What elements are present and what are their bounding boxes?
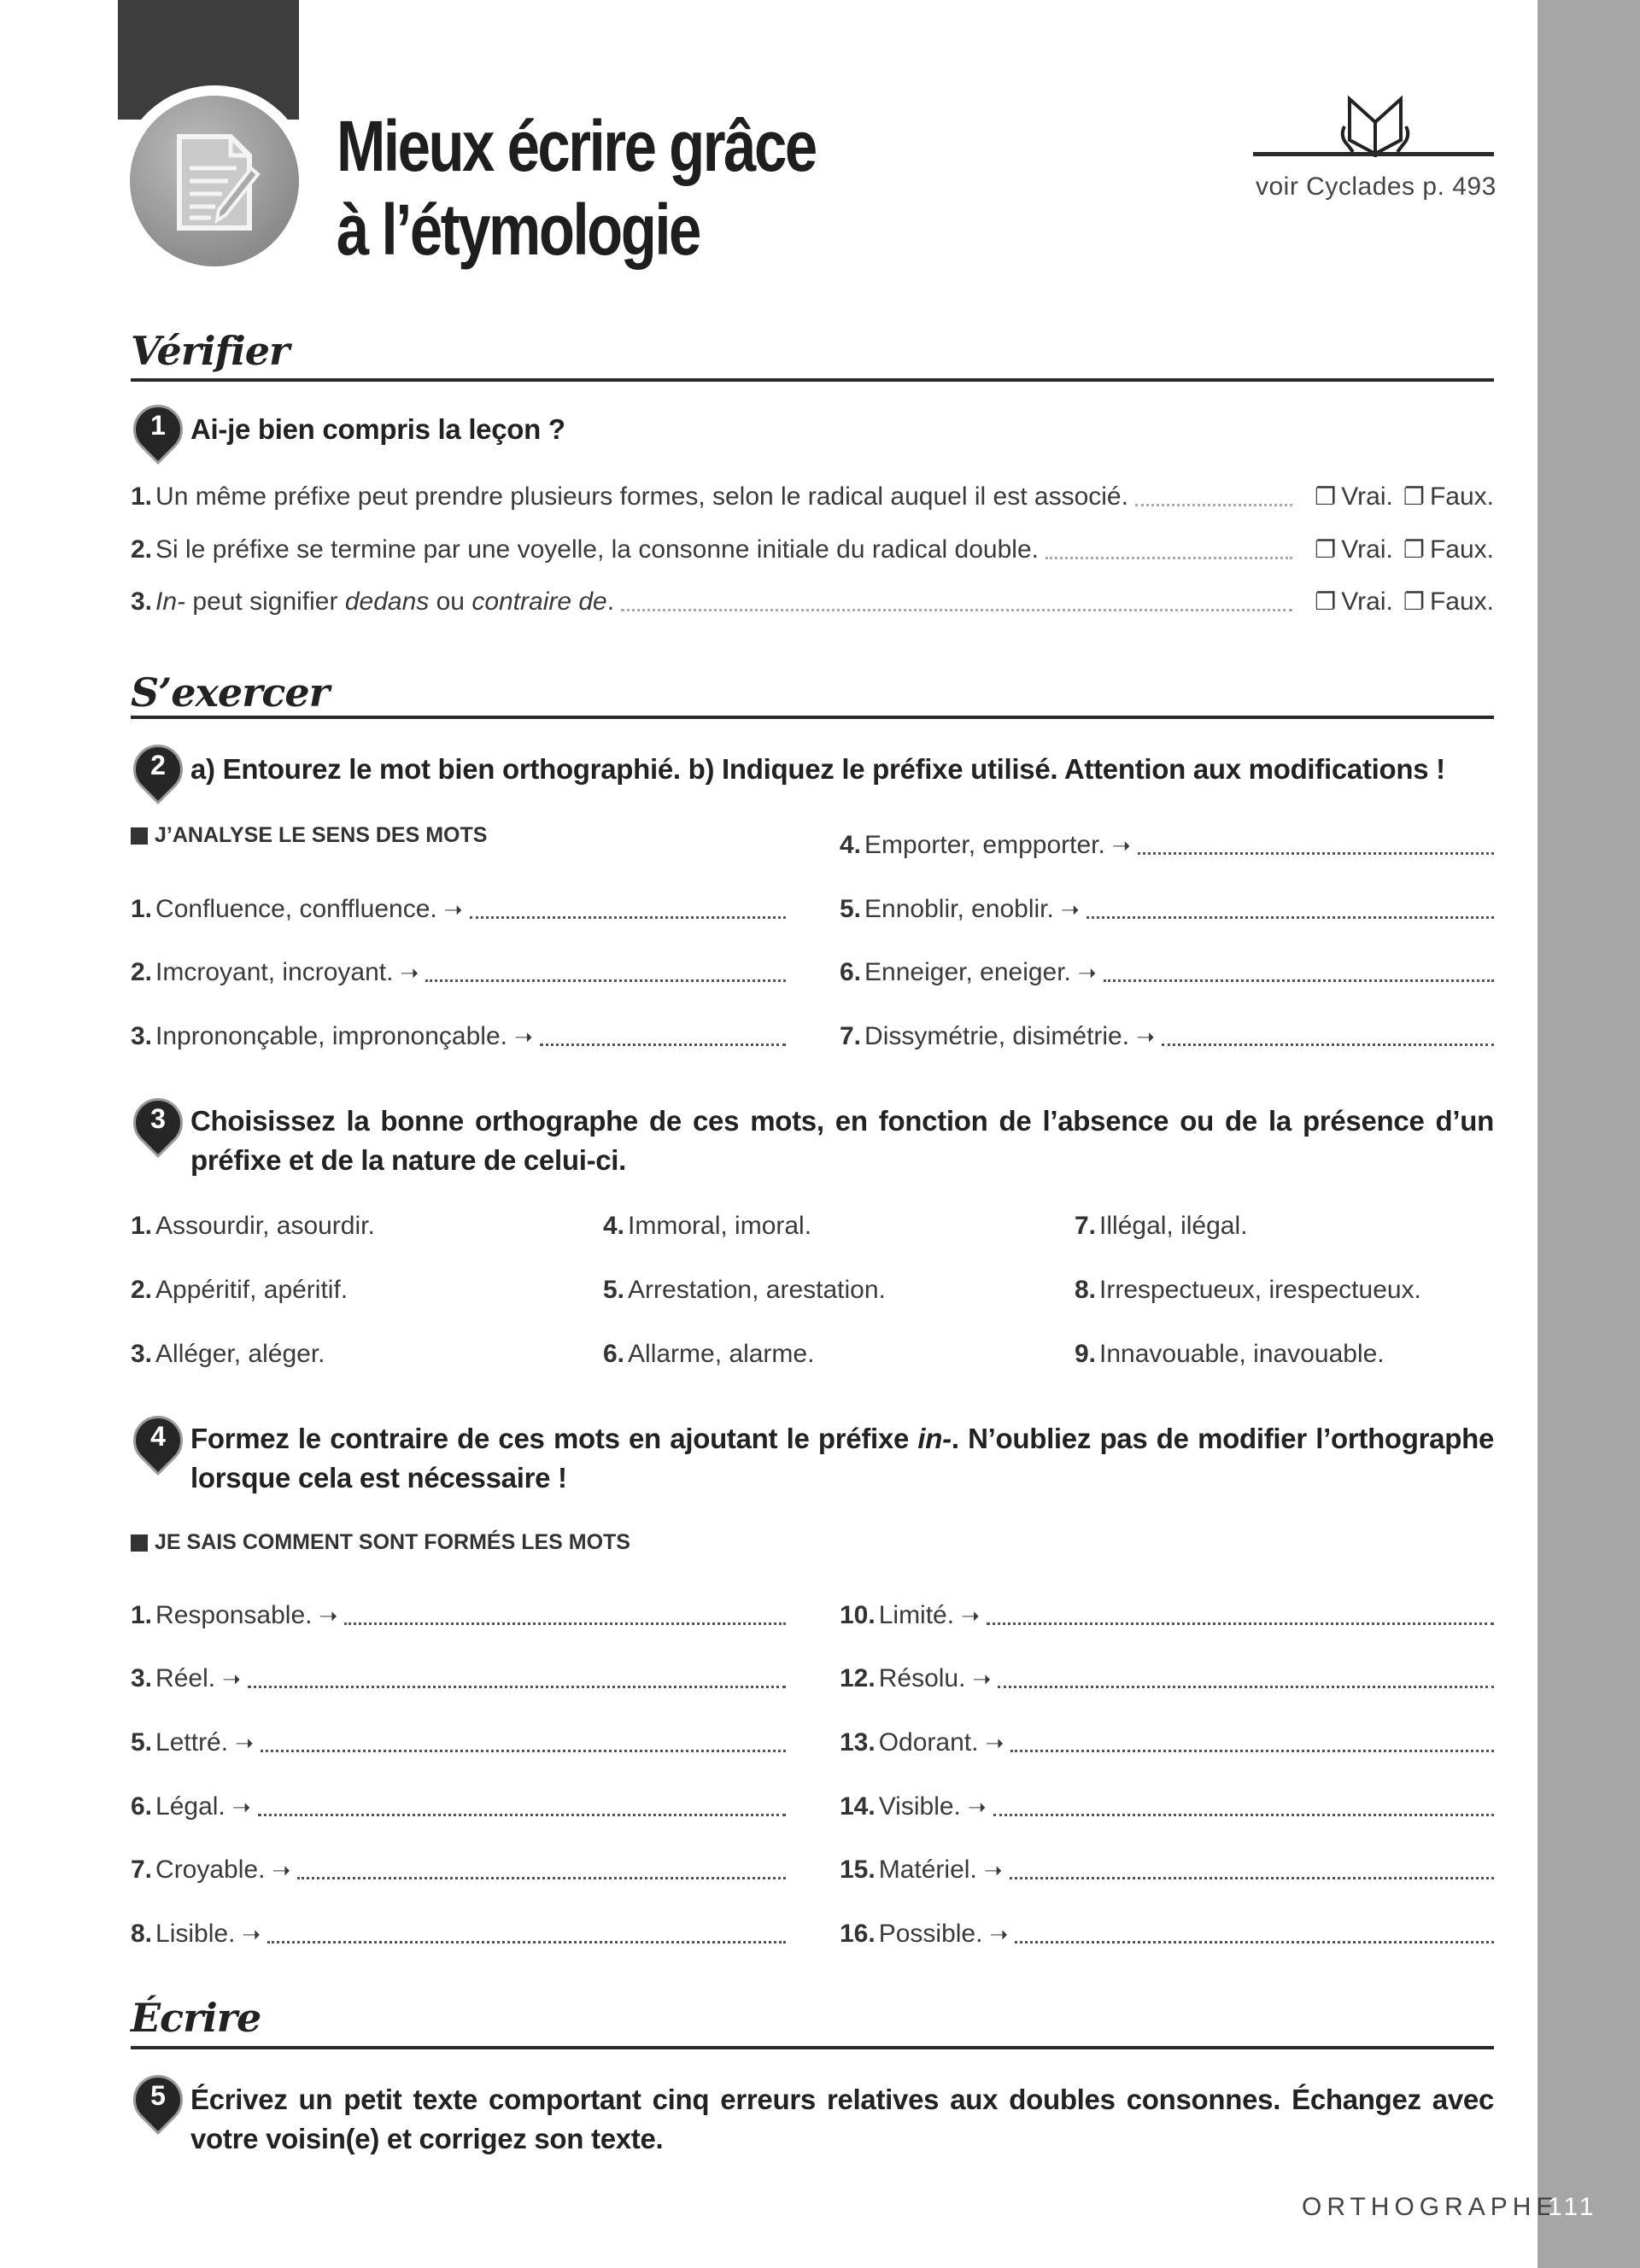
title-part: . N’oubliez pas de modifier l’orthographe lorsque cela est nécessaire ! (190, 1423, 1495, 1493)
item-number: 15. (840, 1856, 876, 1884)
word-choice-item[interactable] (603, 1337, 1064, 1371)
item-text: Emporter, empporter. (864, 831, 1105, 859)
dotted-leader (621, 609, 1292, 611)
item-text: Alléger, aléger. (155, 1340, 325, 1368)
item-text: Légal. (155, 1792, 226, 1821)
word-choice-item[interactable] (603, 1273, 1064, 1307)
answer-item (840, 1599, 1494, 1633)
arrow-right-icon: ➝ (983, 1857, 1003, 1883)
item-text-part: peut signifier (185, 587, 345, 616)
word-choice-item[interactable] (131, 1337, 592, 1371)
item-number: 3. (131, 587, 153, 616)
answer-item (840, 1853, 1494, 1887)
item-text: Allarme, alarme. (628, 1340, 815, 1368)
item-text: Odorant. (878, 1728, 979, 1757)
answer-item (131, 1599, 786, 1633)
square-bullet-icon (131, 1534, 148, 1552)
cyclades-reference: voir Cyclades p. 493 (1256, 172, 1496, 201)
word-choice-item[interactable] (131, 1209, 592, 1243)
arrow-right-icon: ➝ (972, 1666, 992, 1692)
answer-blank[interactable] (267, 1941, 786, 1944)
true-false-item (131, 533, 1494, 567)
arrow-right-icon: ➝ (967, 1794, 987, 1820)
dotted-leader (1135, 504, 1292, 506)
arrow-right-icon: ➝ (319, 1603, 338, 1628)
faux-checkbox[interactable] (1403, 533, 1494, 567)
skill-label-text: JE SAIS COMMENT SONT FORMÉS LES MOTS (155, 1530, 630, 1554)
item-text-part: Si le préfixe se termine par une voyelle, la consonne initiale du radical double. (155, 535, 1039, 564)
exercise-number: 3 (150, 1103, 166, 1134)
exercise-title: a) Entourez le mot bien orthographié. b) Indiquez le préfixe utilisé. Attention aux modifications ! (190, 753, 1445, 785)
title-line-1: Mieux écrire grâce (337, 106, 816, 186)
arrow-right-icon: ➝ (961, 1603, 980, 1628)
item-number: 6. (131, 1792, 153, 1821)
item-number: 5. (131, 1728, 153, 1757)
item-number: 2. (131, 1276, 153, 1304)
arrow-right-icon: ➝ (1111, 833, 1131, 858)
item-text: Croyable. (155, 1856, 266, 1884)
arrow-right-icon: ➝ (400, 960, 419, 985)
answer-item (840, 1917, 1494, 1951)
exercise-title: Choisissez la bonne orthographe de ces mots, en fonction de l’absence ou de la présence d’un préfixe et de la nature de celui-ci. (190, 1105, 1494, 1176)
answer-blank[interactable] (993, 1814, 1494, 1816)
answer-item (131, 1020, 786, 1054)
answer-blank[interactable] (261, 1750, 786, 1752)
item-number: 13. (840, 1728, 876, 1757)
answer-blank[interactable] (344, 1622, 786, 1625)
item-text (155, 585, 614, 619)
document-pencil-icon (130, 96, 299, 266)
item-number: 1. (131, 1601, 153, 1629)
item-text-part: Un même préfixe peut prendre plusieurs formes, selon le radical auquel il est associé. (155, 482, 1128, 511)
vrai-checkbox[interactable] (1315, 533, 1393, 567)
page-title (337, 104, 816, 272)
item-text: Arrestation, arestation. (628, 1276, 886, 1304)
answer-item (131, 1917, 786, 1951)
item-text-part: ou (429, 587, 472, 616)
checkbox-icon: ❐ (1315, 483, 1337, 510)
answer-blank[interactable] (998, 1686, 1494, 1688)
answer-item (131, 956, 786, 990)
answer-item (131, 892, 786, 926)
item-text: Ennoblir, enoblir. (864, 895, 1054, 923)
item-text: Innavouable, inavouable. (1099, 1340, 1385, 1368)
item-text: Immoral, imoral. (628, 1212, 812, 1240)
item-text: Assourdir, asourdir. (155, 1212, 375, 1240)
exercise-title: Écrivez un petit texte comportant cinq erreurs relatives aux doubles consonnes. Échangez avec votre voisin(e) et corrigez son texte. (190, 2084, 1494, 2154)
answer-blank[interactable] (1162, 1043, 1494, 1046)
answer-blank[interactable] (470, 916, 786, 919)
item-text: Résolu. (878, 1664, 966, 1692)
item-text: Enneiger, eneiger. (864, 958, 1071, 986)
answer-blank[interactable] (540, 1043, 786, 1046)
item-text-italic: contraire de (472, 587, 607, 616)
skill-label-text: J’ANALYSE LE SENS DES MOTS (155, 823, 488, 847)
checkbox-icon: ❐ (1403, 483, 1425, 510)
arrow-right-icon: ➝ (1136, 1024, 1155, 1049)
word-choice-item[interactable] (603, 1209, 1064, 1243)
reference-rule (1253, 152, 1494, 156)
item-number: 9. (1075, 1340, 1097, 1368)
item-text: Inprononçable, imprononçable. (155, 1022, 507, 1050)
arrow-right-icon: ➝ (443, 897, 463, 922)
item-text: Confluence, conffluence. (155, 895, 437, 923)
item-text-italic: dedans (344, 587, 430, 616)
item-number: 5. (603, 1276, 625, 1304)
faux-checkbox[interactable] (1403, 480, 1494, 514)
item-text (155, 533, 1039, 567)
exercise-number: 2 (150, 750, 166, 780)
vrai-label: Vrai. (1341, 587, 1393, 616)
item-number: 7. (1075, 1212, 1097, 1240)
section-heading-verifier: Vérifier (131, 328, 290, 374)
true-false-item (131, 585, 1494, 619)
checkbox-icon: ❐ (1315, 536, 1337, 563)
item-number: 6. (603, 1340, 625, 1368)
item-text: Appéritif, apéritif. (155, 1276, 348, 1304)
dotted-leader (1046, 557, 1292, 559)
item-number: 6. (840, 958, 862, 986)
square-bullet-icon (131, 827, 148, 845)
answer-item (840, 828, 1494, 862)
answer-blank[interactable] (1138, 852, 1494, 855)
checkbox-icon: ❐ (1315, 588, 1337, 615)
word-choice-item[interactable] (1075, 1209, 1536, 1243)
section-heading-ecrire: Écrire (131, 1995, 261, 2041)
answer-item (131, 1726, 786, 1760)
item-text: Lettré. (155, 1728, 229, 1757)
skill-label (131, 823, 487, 848)
item-text: Possible. (878, 1920, 983, 1948)
item-number: 7. (131, 1856, 153, 1884)
faux-checkbox[interactable] (1403, 585, 1494, 619)
reading-book-icon (1332, 92, 1418, 161)
item-text: Dissymétrie, disimétrie. (864, 1022, 1130, 1050)
arrow-right-icon: ➝ (231, 1794, 251, 1820)
item-text: Illégal, ilégal. (1099, 1212, 1248, 1240)
answer-item (131, 1790, 786, 1824)
item-number: 10. (840, 1601, 876, 1629)
arrow-right-icon: ➝ (272, 1857, 291, 1883)
exercise-number: 4 (150, 1421, 166, 1452)
word-choice-item[interactable] (1075, 1337, 1536, 1371)
arrow-right-icon: ➝ (989, 1921, 1009, 1947)
item-text: Irrespectueux, irespectueux. (1099, 1276, 1421, 1304)
faux-label: Faux. (1429, 587, 1494, 616)
checkbox-icon: ❐ (1403, 536, 1425, 563)
item-text-part: . (606, 587, 615, 616)
answer-blank[interactable] (987, 1622, 1494, 1625)
answer-item (840, 956, 1494, 990)
answer-blank[interactable] (425, 979, 786, 982)
exercise-number: 5 (150, 2080, 166, 2111)
item-text: Lisible. (155, 1920, 236, 1948)
answer-item (131, 1853, 786, 1887)
item-text: Réel. (155, 1664, 216, 1692)
item-number: 3. (131, 1664, 153, 1692)
answer-blank[interactable] (258, 1814, 786, 1816)
arrow-right-icon: ➝ (242, 1921, 261, 1947)
vrai-label: Vrai. (1341, 535, 1393, 564)
section-rule (131, 716, 1494, 719)
answer-blank[interactable] (1010, 1877, 1494, 1879)
item-number: 5. (840, 895, 862, 923)
answer-item (840, 1020, 1494, 1054)
section-rule (131, 2046, 1494, 2049)
item-text: Visible. (878, 1792, 961, 1821)
arrow-right-icon: ➝ (513, 1024, 533, 1049)
item-number: 4. (603, 1212, 625, 1240)
item-number: 1. (131, 482, 153, 511)
arrow-right-icon: ➝ (985, 1730, 1004, 1756)
answer-blank[interactable] (297, 1877, 786, 1879)
arrow-right-icon: ➝ (235, 1730, 254, 1756)
vrai-checkbox[interactable] (1315, 585, 1393, 619)
answer-item (840, 892, 1494, 926)
item-number: 2. (131, 535, 153, 564)
arrow-right-icon: ➝ (1077, 960, 1097, 985)
word-choice-item[interactable] (131, 1273, 592, 1307)
page-side-band (1538, 0, 1640, 2268)
answer-item (840, 1790, 1494, 1824)
skill-label (131, 1530, 630, 1555)
answer-blank[interactable] (1086, 916, 1494, 919)
item-text: Imcroyant, incroyant. (155, 958, 394, 986)
item-number: 4. (840, 831, 862, 859)
item-number: 16. (840, 1920, 876, 1948)
true-false-item (131, 480, 1494, 514)
answer-blank[interactable] (248, 1686, 786, 1688)
answer-item (840, 1662, 1494, 1696)
answer-item (131, 1662, 786, 1696)
item-number: 8. (1075, 1276, 1097, 1304)
answer-blank[interactable] (1010, 1750, 1494, 1752)
vrai-label: Vrai. (1341, 482, 1393, 511)
exercise-number: 1 (150, 410, 166, 441)
faux-label: Faux. (1429, 535, 1494, 564)
item-text: Responsable. (155, 1601, 313, 1629)
item-number: 12. (840, 1664, 876, 1692)
item-text-italic: In- (155, 587, 186, 616)
word-choice-item[interactable] (1075, 1273, 1536, 1307)
answer-blank[interactable] (1104, 979, 1494, 982)
page-number: 111 (1548, 2193, 1597, 2221)
item-number: 7. (840, 1022, 862, 1050)
answer-item (840, 1726, 1494, 1760)
exercise-title: Ai-je bien compris la leçon ? (190, 413, 565, 445)
title-part-italic: in- (917, 1423, 952, 1454)
footer-section-label: ORTHOGRAPHE (1302, 2193, 1559, 2221)
checkbox-icon: ❐ (1403, 588, 1425, 615)
section-rule (131, 378, 1494, 382)
item-text (155, 480, 1128, 514)
faux-label: Faux. (1429, 482, 1494, 511)
item-number: 8. (131, 1920, 153, 1948)
item-number: 3. (131, 1022, 153, 1050)
item-number: 1. (131, 895, 153, 923)
exercise-title (190, 1419, 1494, 1498)
item-number: 1. (131, 1212, 153, 1240)
title-line-2: à l’étymologie (337, 190, 700, 270)
section-heading-sexercer: S’exercer (131, 669, 329, 716)
vrai-checkbox[interactable] (1315, 480, 1393, 514)
item-text: Matériel. (878, 1856, 977, 1884)
arrow-right-icon: ➝ (222, 1666, 241, 1692)
item-number: 2. (131, 958, 153, 986)
item-number: 3. (131, 1340, 153, 1368)
item-number: 14. (840, 1792, 876, 1821)
title-part: Formez le contraire de ces mots en ajoutant le préfixe (190, 1423, 918, 1454)
item-text: Limité. (878, 1601, 955, 1629)
answer-blank[interactable] (1015, 1941, 1494, 1944)
arrow-right-icon: ➝ (1060, 897, 1080, 922)
